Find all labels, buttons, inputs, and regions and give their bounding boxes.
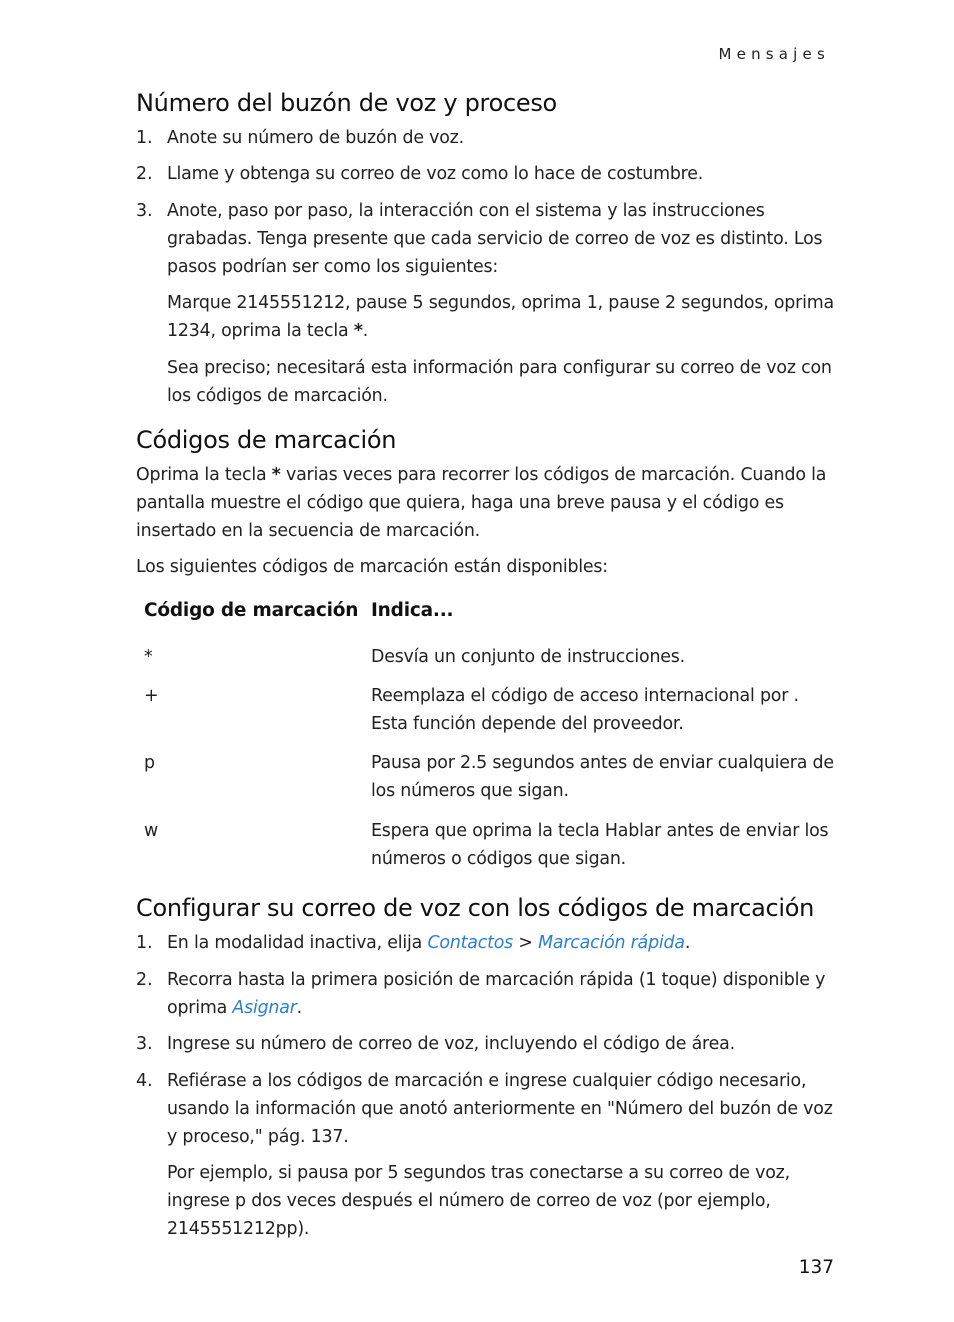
star-key: * [353,321,363,341]
section-title-configure-voicemail: Configurar su correo de voz con los códigos de marcación [136,894,815,922]
code-description: Pausa por 2.5 segundos antes de enviar cualquiera de los números que sigan. [371,753,834,801]
step-text [167,966,837,1022]
step-text [167,929,837,957]
intro-text: varias veces para recorrer los códigos de marcación. Cuando la pantalla muestre el código que quiera, haga una breve pausa y el código es insertado en la secuencia de marcación. [136,465,827,541]
code-description: Espera que oprima la tecla Hablar antes de enviar los números o códigos que sigan. [371,821,829,869]
dial-sequence-example [167,289,837,345]
example-end: . [362,321,369,341]
step-text-part: . [684,933,691,953]
code-plus: + [144,686,159,706]
page-number: 137 [798,1257,834,1278]
code-w: w [144,821,159,841]
code-description: Desvía un conjunto de instrucciones. [371,647,685,667]
menu-separator: > [513,933,539,953]
step-text: Anote su número de buzón de voz. [167,128,464,148]
table-header-code: Código de marcación [144,600,359,621]
step-text: Llame y obtenga su correo de voz como lo hace de costumbre. [167,164,704,184]
example-text: Marque 2145551212, pause 5 segundos, oprima 1, pause 2 segundos, oprima 1234, oprima la tecla [167,293,834,341]
step-number: 1. [136,128,153,148]
step-text-part: En la modalidad inactiva, elija [167,933,428,953]
step-number: 2. [136,970,153,990]
step-text-part: . [296,998,302,1018]
dialing-codes-intro [136,461,836,545]
step-text: Anote, paso por paso, la interacción con el sistema y las instrucciones grabadas. Tenga presente que cada servicio de correo de voz es distinto. Los pasos podrían ser como los siguientes: [167,201,823,277]
step-number: 2. [136,164,153,184]
step-text: Ingrese su número de correo de voz, incluyendo el código de área. [167,1034,735,1054]
code-p: p [144,753,155,773]
code-star: * [144,647,153,667]
running-head: Mensajes [718,45,830,63]
step-text-part: Recorra hasta la primera posición de marcación rápida (1 toque) disponible y oprima [167,970,826,1018]
pause-example: Por ejemplo, si pausa por 5 segundos tras conectarse a su correo de voz, ingrese p dos veces después el número de correo de voz (por ejemplo, 2145551212pp). [167,1163,790,1239]
speed-dial-menu-link[interactable]: Marcación rápida [538,933,685,953]
step-number: 3. [136,1034,153,1054]
star-key: * [271,465,281,485]
step-text: Refiérase a los códigos de marcación e ingrese cualquier código necesario, usando la información que anotó anteriormente en "Número del buzón de voz y proceso," pág. 137. [167,1071,833,1147]
contacts-menu-link[interactable]: Contactos [427,933,514,953]
table-header-meaning: Indica... [371,600,454,621]
step-number: 1. [136,933,153,953]
available-codes-text: Los siguientes códigos de marcación están disponibles: [136,557,608,577]
step-number: 3. [136,201,153,221]
assign-option-link[interactable]: Asignar [232,998,297,1018]
section-title-voicemail-number: Número del buzón de voz y proceso [136,89,557,117]
code-description: Reemplaza el código de acceso internacional por . Esta función depende del proveedor. [371,686,799,734]
intro-text: Oprima la tecla [136,465,272,485]
section-title-dialing-codes: Códigos de marcación [136,426,397,454]
accuracy-note: Sea preciso; necesitará esta información para configurar su correo de voz con los códigos de marcación. [167,358,832,406]
step-number: 4. [136,1071,153,1091]
